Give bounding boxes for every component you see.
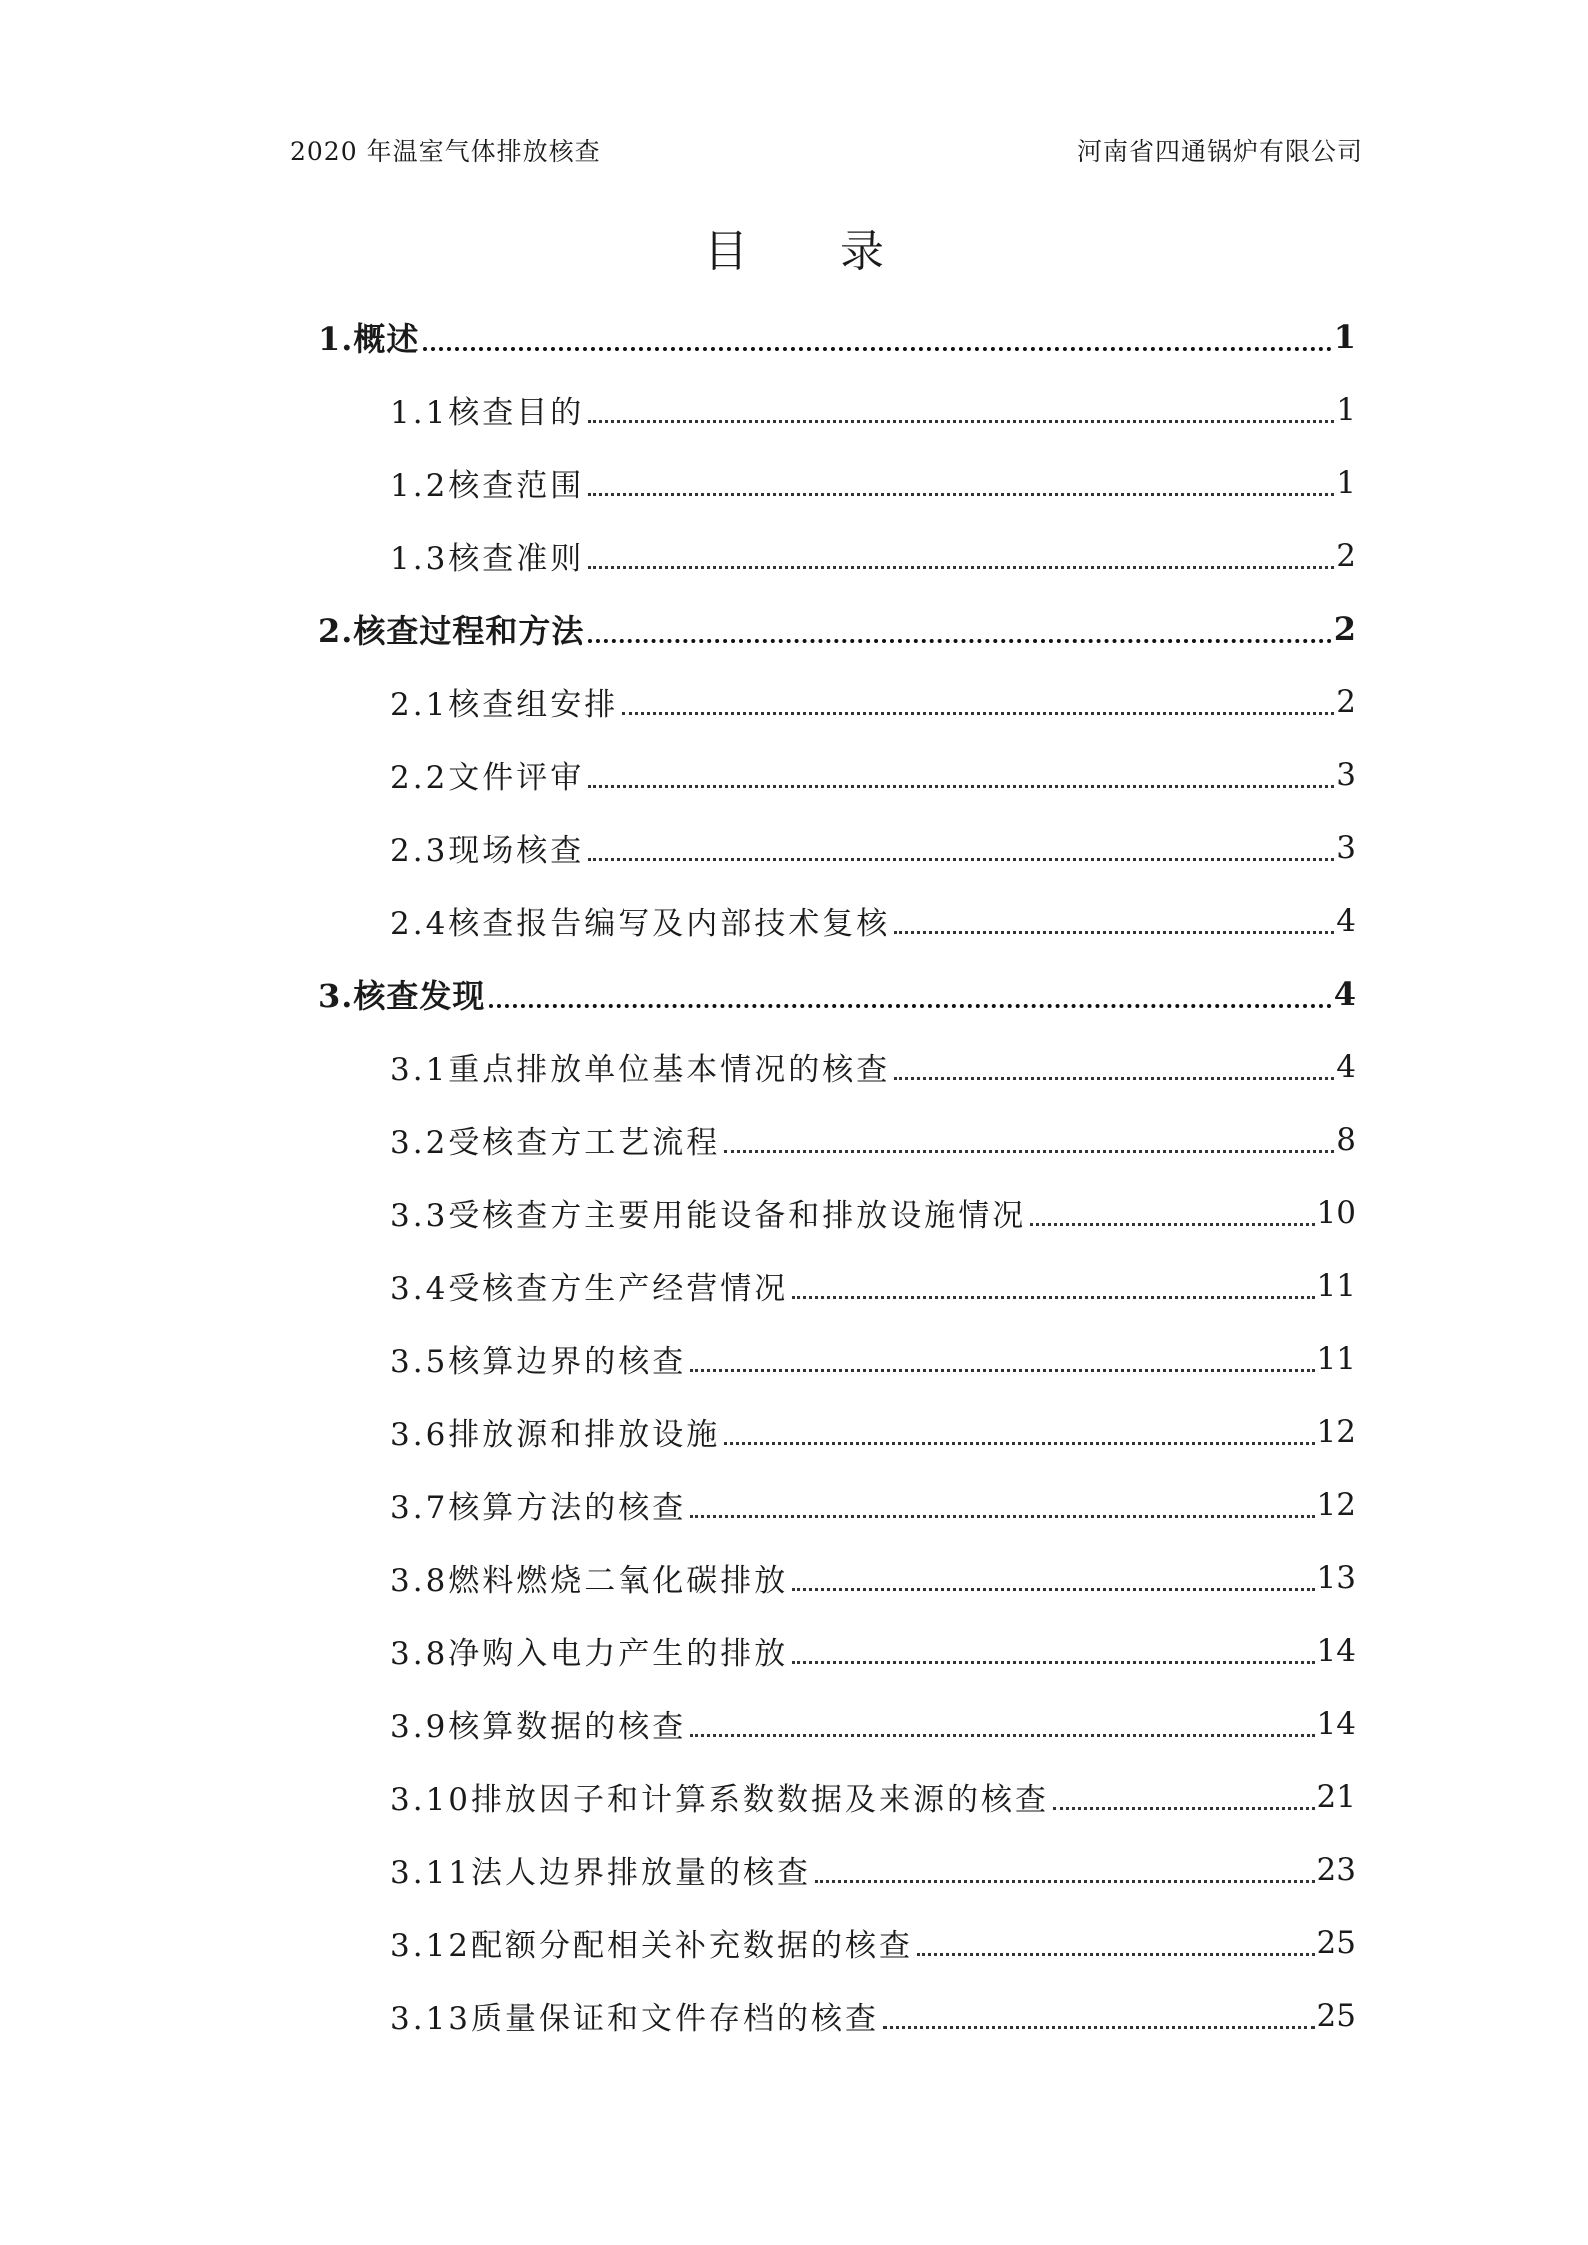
- toc-section-entry[interactable]: [318, 1541, 1356, 1614]
- toc-section-entry[interactable]: [318, 1614, 1356, 1687]
- toc-entry-label: 3.4受核查方生产经营情况: [390, 1271, 789, 1307]
- toc-dot-leader: [894, 1077, 1334, 1080]
- page-header: [290, 128, 1363, 168]
- toc-entry-page-number: 1: [1333, 317, 1356, 356]
- toc-entry-label: 3.8净购入电力产生的排放: [390, 1636, 789, 1672]
- toc-entry-label: 3.7核算方法的核查: [390, 1490, 687, 1526]
- toc-entry-label: 2.2文件评审: [390, 760, 585, 796]
- toc-dot-leader: [792, 1588, 1314, 1591]
- toc-entry-page-number: 11: [1316, 1267, 1356, 1304]
- toc-dot-leader: [690, 1515, 1314, 1518]
- toc-entry-page-number: 12: [1316, 1413, 1356, 1450]
- toc-entry-page-number: 25: [1316, 1924, 1356, 1961]
- toc-entry-page-number: 4: [1336, 902, 1356, 939]
- toc-entry-label: 2.1核查组安排: [390, 687, 619, 723]
- toc-entry-page-number: 4: [1336, 1048, 1356, 1085]
- toc-title-char: 目: [704, 226, 748, 277]
- toc-entry-page-number: 10: [1316, 1194, 1356, 1231]
- toc-entry-label: 2.3现场核查: [390, 833, 585, 869]
- toc-dot-leader: [588, 493, 1334, 496]
- toc-entry-label: 3.9核算数据的核查: [390, 1709, 687, 1745]
- toc-section-entry[interactable]: [318, 1030, 1356, 1103]
- toc-entry-page-number: 1: [1336, 391, 1356, 428]
- toc-entry-label: 3.8燃料燃烧二氧化碳排放: [390, 1563, 789, 1599]
- toc-dot-leader: [588, 858, 1334, 861]
- toc-section-entry[interactable]: [318, 1833, 1356, 1906]
- toc-entry-label: 2.4核查报告编写及内部技术复核: [390, 906, 891, 942]
- toc-entry-label: 3.6排放源和排放设施: [390, 1417, 721, 1453]
- toc-dot-leader: [815, 1880, 1315, 1883]
- toc-section-entry[interactable]: [318, 1468, 1356, 1541]
- toc-dot-leader: [588, 566, 1334, 569]
- toc-entry-page-number: 2: [1336, 537, 1356, 574]
- toc-section-entry[interactable]: [318, 1395, 1356, 1468]
- toc-section-entry[interactable]: [318, 665, 1356, 738]
- toc-chapter-entry[interactable]: [318, 592, 1356, 665]
- toc-dot-leader: [588, 785, 1334, 788]
- toc-chapter-entry[interactable]: [318, 300, 1356, 373]
- toc-entry-page-number: 2: [1336, 683, 1356, 720]
- toc-dot-leader: [588, 639, 1331, 643]
- toc-entry-page-number: 13: [1316, 1559, 1356, 1596]
- header-company-name: 河南省四通锅炉有限公司: [1076, 137, 1363, 166]
- toc-dot-leader: [423, 347, 1331, 351]
- toc-dot-leader: [894, 931, 1334, 934]
- toc-section-entry[interactable]: [318, 1906, 1356, 1979]
- toc-entry-label: 3.12配额分配相关补充数据的核查: [390, 1928, 914, 1964]
- toc-entry-label: 2.核查过程和方法: [318, 611, 585, 650]
- toc-entry-page-number: 14: [1316, 1632, 1356, 1669]
- toc-title: [0, 215, 1588, 279]
- toc-entry-label: 3.5核算边界的核查: [390, 1344, 687, 1380]
- toc-entry-label: 3.10排放因子和计算系数数据及来源的核查: [390, 1782, 1050, 1818]
- toc-entry-page-number: 2: [1333, 609, 1356, 648]
- toc-entry-page-number: 21: [1316, 1778, 1356, 1815]
- toc-entry-label: 1.概述: [318, 319, 420, 358]
- toc-entry-page-number: 11: [1316, 1340, 1356, 1377]
- toc-dot-leader: [588, 420, 1334, 423]
- toc-section-entry[interactable]: [318, 1979, 1356, 2052]
- toc-title-char: 录: [840, 226, 884, 277]
- toc-entry-page-number: 3: [1336, 829, 1356, 866]
- toc-entry-label: 3.11法人边界排放量的核查: [390, 1855, 812, 1891]
- toc-dot-leader: [1053, 1807, 1315, 1810]
- toc-section-entry[interactable]: [318, 1103, 1356, 1176]
- toc-entry-page-number: 23: [1316, 1851, 1356, 1888]
- toc-dot-leader: [792, 1661, 1314, 1664]
- toc-section-entry[interactable]: [318, 738, 1356, 811]
- toc-section-entry[interactable]: [318, 884, 1356, 957]
- toc-section-entry[interactable]: [318, 1176, 1356, 1249]
- toc-entry-page-number: 3: [1336, 756, 1356, 793]
- toc-section-entry[interactable]: [318, 446, 1356, 519]
- toc-entry-label: 3.3受核查方主要用能设备和排放设施情况: [390, 1198, 1027, 1234]
- toc-entry-label: 3.1重点排放单位基本情况的核查: [390, 1052, 891, 1088]
- toc-entry-label: 1.3核查准则: [390, 541, 585, 577]
- toc-section-entry[interactable]: [318, 519, 1356, 592]
- toc-dot-leader: [917, 1953, 1315, 1956]
- toc-dot-leader: [792, 1296, 1314, 1299]
- toc-dot-leader: [724, 1150, 1334, 1153]
- toc-section-entry[interactable]: [318, 1687, 1356, 1760]
- toc-entry-label: 3.核查发现: [318, 976, 486, 1015]
- header-rule: [290, 172, 1363, 173]
- toc-entry-label: 1.1核查目的: [390, 395, 585, 431]
- table-of-contents: [318, 300, 1356, 2052]
- toc-entry-page-number: 14: [1316, 1705, 1356, 1742]
- toc-section-entry[interactable]: [318, 811, 1356, 884]
- toc-dot-leader: [1030, 1223, 1314, 1226]
- toc-entry-label: 1.2核查范围: [390, 468, 585, 504]
- toc-entry-page-number: 12: [1316, 1486, 1356, 1523]
- toc-entry-page-number: 8: [1336, 1121, 1356, 1158]
- toc-dot-leader: [883, 2026, 1315, 2029]
- toc-section-entry[interactable]: [318, 1760, 1356, 1833]
- toc-dot-leader: [622, 712, 1334, 715]
- toc-entry-page-number: 25: [1316, 1997, 1356, 2034]
- toc-dot-leader: [489, 1004, 1331, 1008]
- toc-section-entry[interactable]: [318, 373, 1356, 446]
- toc-entry-label: 3.13质量保证和文件存档的核查: [390, 2001, 880, 2037]
- toc-entry-page-number: 4: [1333, 974, 1356, 1013]
- toc-entry-page-number: 1: [1336, 464, 1356, 501]
- toc-section-entry[interactable]: [318, 1322, 1356, 1395]
- toc-dot-leader: [690, 1734, 1314, 1737]
- header-report-title: 2020 年温室气体排放核查: [290, 137, 601, 166]
- toc-dot-leader: [724, 1442, 1314, 1445]
- toc-entry-label: 3.2受核查方工艺流程: [390, 1125, 721, 1161]
- toc-dot-leader: [690, 1369, 1314, 1372]
- toc-chapter-entry[interactable]: [318, 957, 1356, 1030]
- toc-section-entry[interactable]: [318, 1249, 1356, 1322]
